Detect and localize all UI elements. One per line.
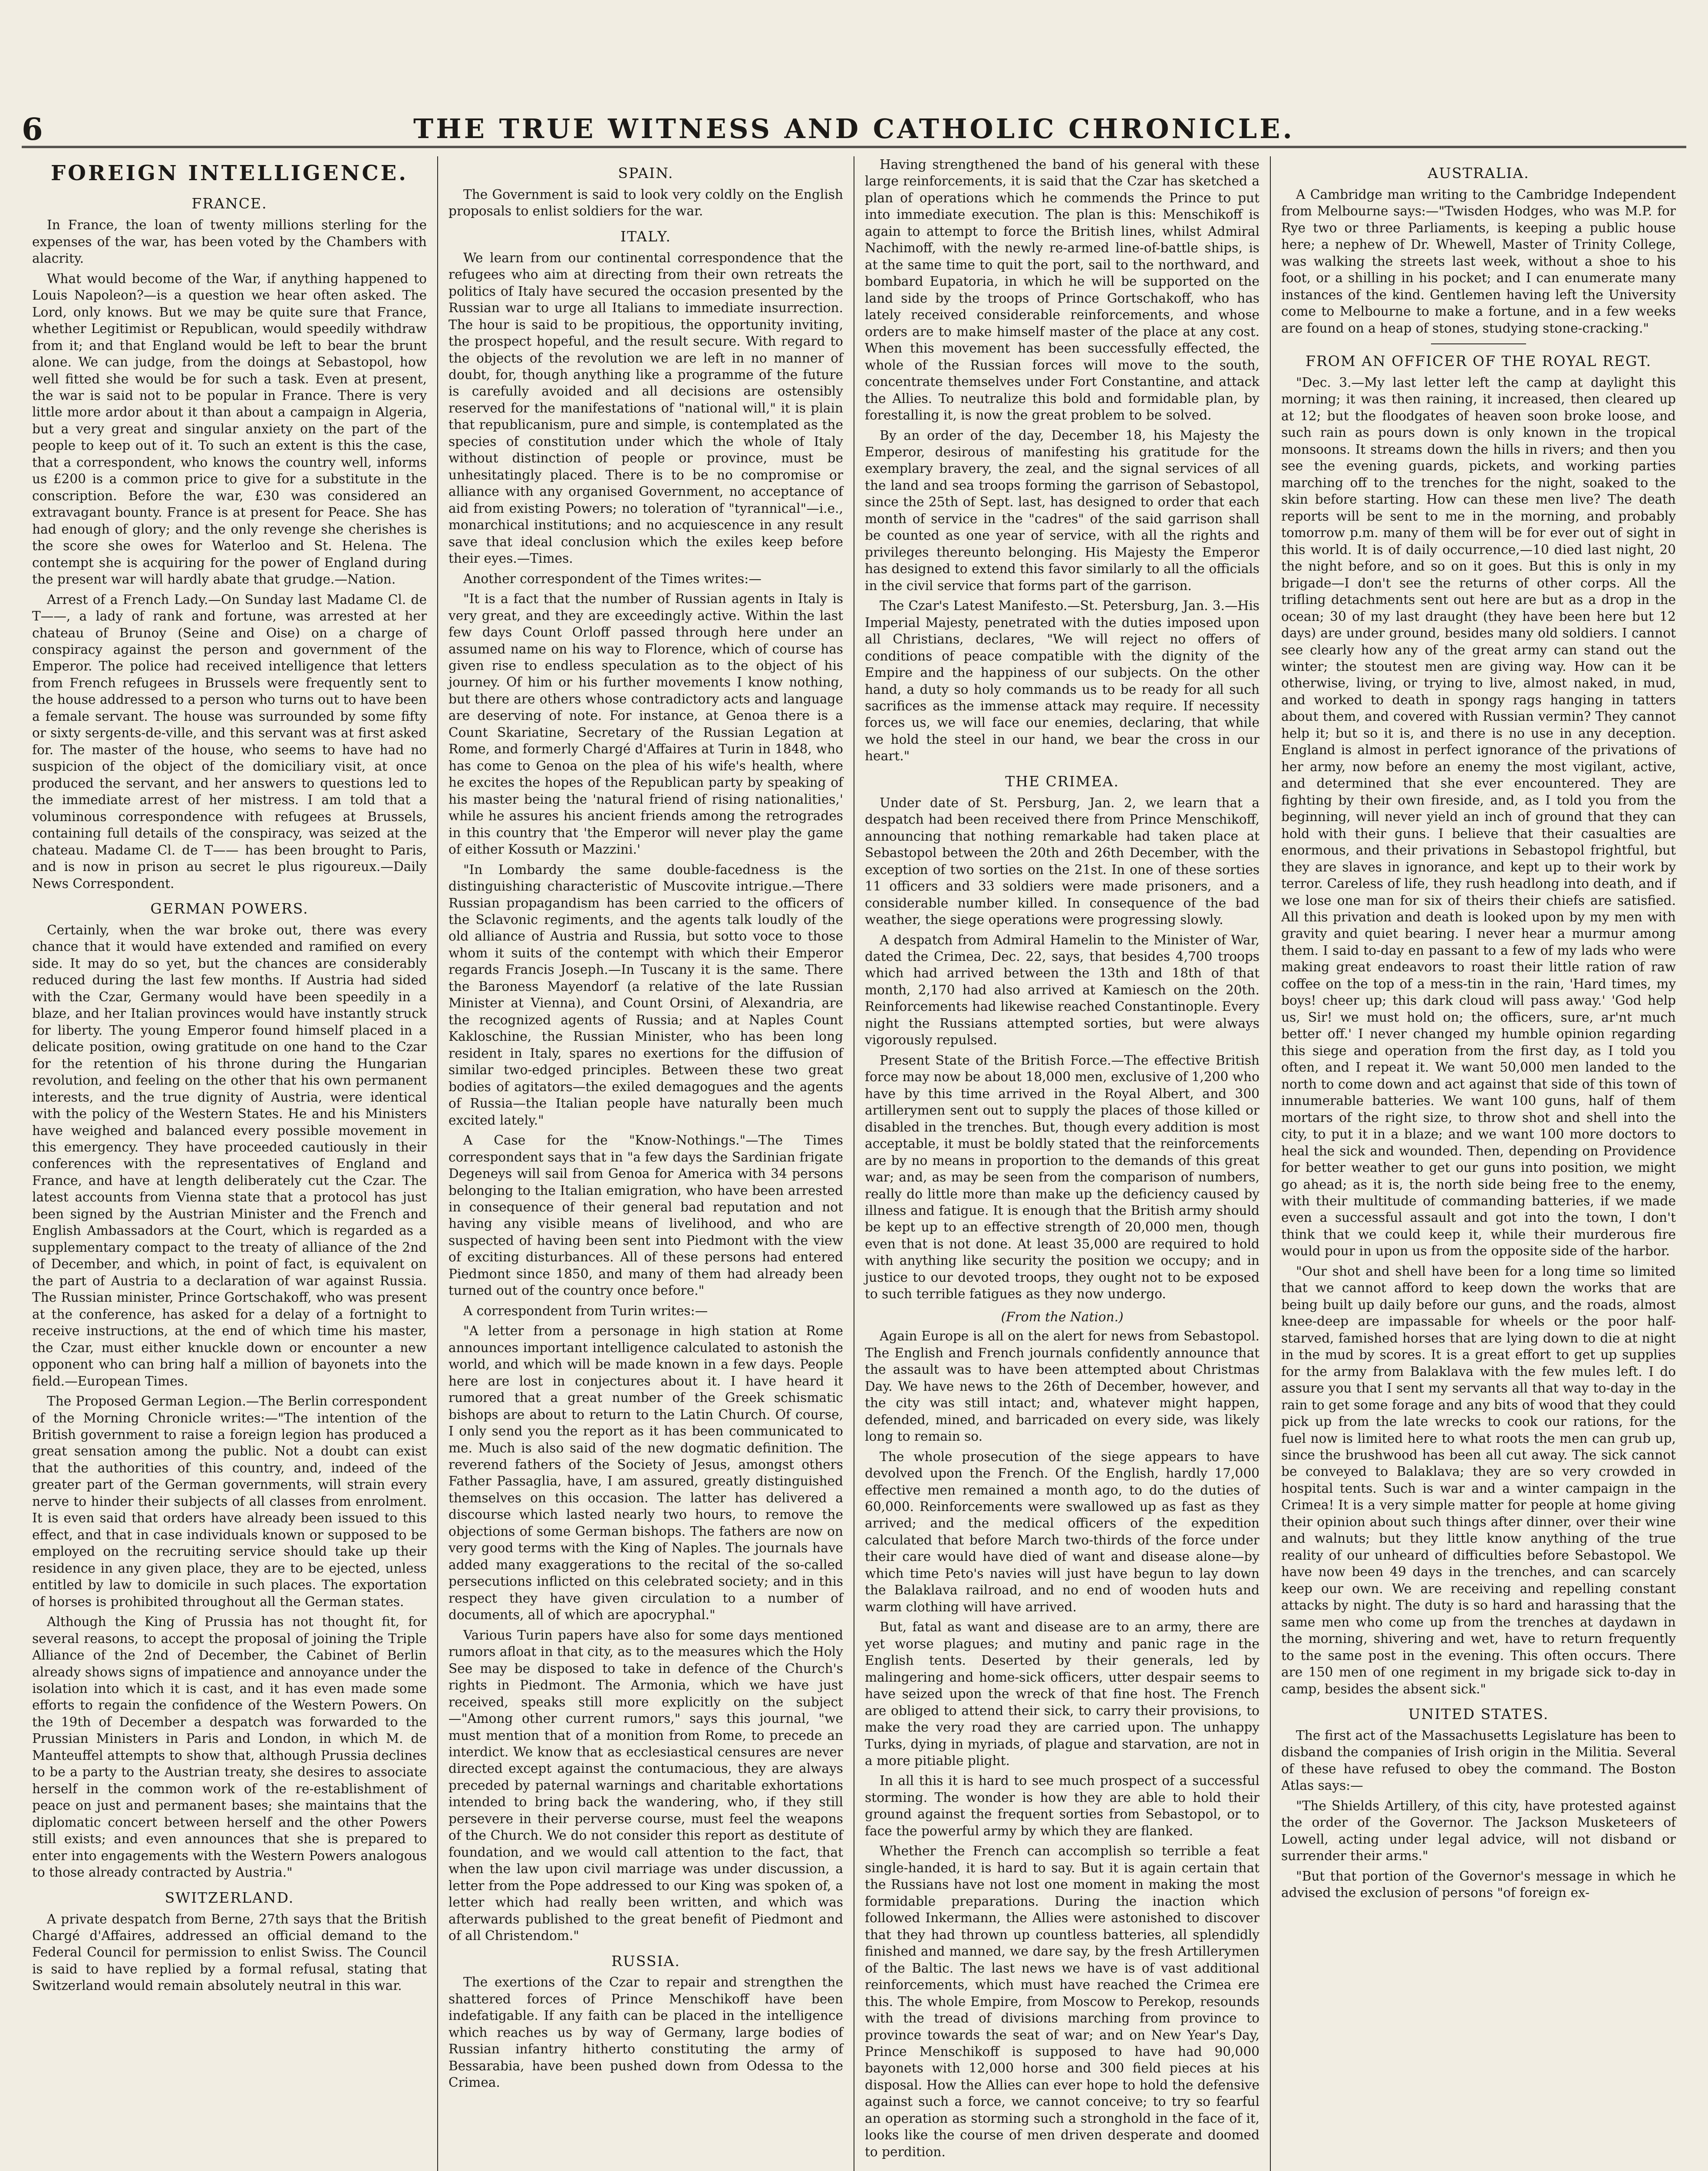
column-3	[854, 156, 1270, 2171]
united-states-paragraph: "The Shields Artillery, of this city, have protested against the order of the Governor. The Jackson Musketeers of Lowell, acting under legal advice, will not disband or surrender their arms."	[1281, 1798, 1676, 1864]
column-2	[437, 156, 854, 2171]
united-states-paragraph: "But that portion of the Governor's message in which he advised the exclusion of persons "of foreign ex-	[1281, 1868, 1676, 1900]
crimea-paragraph: Again Europe is all on the alert for news from Sebastopol. The English and French journals confidently announce that the assault was to have been attempted about Christmas Day. We have news to the 26th of December, however, and the city was still intact; and, whatever might happen, defended, mined, and barricaded on every side, was likely long to remain so.	[865, 1329, 1260, 1444]
page-number: 6	[22, 111, 43, 147]
italy-paragraph: We learn from our continental correspondence that the refugees who aim at directing from their own retreats the politics of Italy have secured the occasion presented by the Russian war to urge all Italians to immediate insurrection. The hour is said to be propitious, the opportunity inviting, the prospect hopeful, and the result secure. With regard to the objects of the revolution we are left in no manner of doubt, for, though anything like a programme of the future is carefully avoided and all decisions are ostensibly reserved for the manifestations of "national will," it is plain that republicanism, pure and simple, is contemplated as the species of constitution under which the whole of Italy without distinction of people or province, must be unhesitatingly placed. There is to be no compromise or alliance with any organised Government, no acceptance of aid from existing Powers; no toleration of "tyrannical"—i.e., monarchical institutions; and no acquiescence in any result save that ideal conclusion which the exiles keep before their eyes.—Times.	[448, 250, 843, 566]
italy-paragraph: A Case for the "Know-Nothings."—The Times correspondent says that in "a few days the Sardinian frigate Degeneys will sail from Genoa for America with 34 persons belonging to the Italian emigration, who have been arrested in consequence of their general bad reputation and not having any visible means of livelihood, and who are suspected of having been sent into Piedmont with the view of exciting disturbances. All of these persons had entered Piedmont since 1850, and many of them had already been turned out of the country once before."	[448, 1133, 843, 1298]
german-powers-paragraph: Certainly, when the war broke out, there was every chance that it would have extended and ramified on every side. It may do so yet, but the chances are considerably reduced during the last few months. If Austria had sided with the Czar, Germany would have been speedily in a blaze, and her Italian provinces would have instantly struck for liberty. The young Emperor found himself placed in a delicate position, owing gratitude on one hand to the Czar for the retention of his throne during the Hungarian revolution, and feeling on the other that his own permanent interests, and the true dignity of Austria, were identical with the policy of the Western States. He and his Ministers have weighed and balanced every possible movement in this emergency. They have proceeded cautiously in their conferences with the representatives of England and France, and have at length deliberately cut the Czar. The latest accounts from Vienna state that a protocol has just been signed by the Austrian Minister and the French and English Ambassadors at the Court, which is regarded as a supplementary compact to the treaty of alliance of the 2nd of December, and which, in point of fact, is equivalent on the part of Austria to a declaration of war against Russia. The Russian minister, Prince Gortschakoff, who was present at the conference, has asked for a delay of a fortnight to receive instructions, at the end of which time his master, the Czar, must either knuckle down or encounter a new opponent who can bring half a million of bayonets into the field.—European Times.	[32, 922, 427, 1389]
france-paragraph: In France, the loan of twenty millions sterling for the expenses of the war, has been voted by the Chambers with alacrity.	[32, 218, 427, 266]
column-4	[1270, 156, 1686, 2171]
heading-italy: ITALY.	[620, 228, 671, 245]
heading-united-states: UNITED STATES.	[1408, 1706, 1549, 1723]
italy-paragraph: "It is a fact that the number of Russian agents in Italy is very great, and they are exceedingly active. Within the last few days Count Orloff passed through here under an assumed name on his way to Florence, which of course has given rise to endless speculation as to the object of his journey. Of him or his further movements I know nothing, but there are others whose contradictory acts and language are deserving of note. For instance, at Genoa there is a Count Skariatine, Secretary of the Russian Legation at Rome, and formerly Chargé d'Affaires at Turin in 1848, who has come to Genoa on the plea of his wife's health, where he excites the hopes of the Republican party by speaking of his master being the 'natural friend of rising nationalities,' while he assures his ancient friends among the retrogrades in this country that 'the Emperor will never play the game of either Kossuth or Mazzini.'	[448, 591, 843, 857]
crimea-paragraph: Under date of St. Persburg, Jan. 2, we learn that a despatch had been received there from Prince Menschikoff, announcing that nothing remarkable had taken place at Sebastopol between the 20th and 26th December, with the exception of two sorties on the 21st. In one of these sorties 11 officers and 33 soldiers were made prisoners, and a considerable number killed. In consequence of the bad weather, the siege operations were progressing slowly.	[865, 795, 1260, 927]
heading-australia: AUSTRALIA.	[1428, 165, 1530, 181]
german-powers-paragraph: Although the King of Prussia has not thought fit, for several reasons, to accept the proposal of joining the Triple Alliance of the 2nd of December, the Cabinet of Berlin already shows signs of impatience and annoyance under the isolation into which it is cast, and it has even made some efforts to regain the confidence of the Western Powers. On the 19th of December a despatch was forwarded to the Prussian Ministers in Paris and London, in which M. de Manteuffel attempts to show that, although Prussia declines to be a party to the Austrian treaty, she desires to associate herself in the common work of the re-establishment of peace on just and permanent bases; she maintains that the diplomatic concert between herself and the other Powers still exists; and even announces that she is prepared to enter into engagements with the Western Powers analogous to those already contracted by Austria."	[32, 1614, 427, 1880]
heading-officer-letter: FROM AN OFFICER OF THE ROYAL REGT.	[1306, 353, 1652, 370]
italy-paragraph: "In Lombardy the same double-facedness is the distinguishing characteristic of Muscovite intrigue.—There Russian propagandism has been carried to the officers of the Sclavonic regiments, and the agents talk loudly of the old alliance of Austria and Russia, but sotto voce to those whom it suits of the contempt with which their Emperor regards Francis Joseph.—In Tuscany it is the same. There the Baroness Mayendorf (a relative of the late Russian Minister at Vienna), and Count Orsini, of Alexandria, are the recognized agents of Russia; and at Naples Count Kakloschine, the Russian Minister, who has been long resident in Italy, spares no exertions for the diffusion of similar two-edged principles. Between these two great bodies of agitators—the exiled demagogues and the agents of Russia—the Italian people have naturally been much excited lately."	[448, 862, 843, 1128]
italy-paragraph: Another correspondent of the Times writes:—	[463, 571, 762, 586]
switzerland-paragraph: A private despatch from Berne, 27th says that the British Chargé d'Affaires, addressed an official demand to the Federal Council for permission to enlist Swiss. The Council is said to have replied by a formal refusal, stating that Switzerland would remain absolutely neutral in this war.	[32, 1911, 427, 1993]
italy-paragraph: "A letter from a personage in high station at Rome announces important intelligence calculated to astonish the world, and which will be made known in a few days. People here are lost in conjectures about it. I have heard it rumored that a great number of the Greek schismatic bishops are about to return to the Latin Church. Of course, I only send you the report as it has been communicated to me. Much is also said of the new dogmatic definition. The reverend fathers of the Society of Jesus, amongst others Father Passaglia, have, I am assured, greatly distinguished themselves on this occasion. The latter has delivered a discourse which lasted nearly two hours, to remove the objections of some German bishops. The fathers are now on very good terms with the King of Naples. The journals have added many exaggerations to the recital of the so-called persecutions inflicted on this celebrated society; and in this respect they have given circulation to a number of documents, all of which are apocryphal."	[448, 1323, 843, 1623]
united-states-paragraph: The first act of the Massachusetts Legislature has been to disband the companies of Irish origin in the Militia. Several of these have refused to obey the command. The Boston Atlas says:—	[1281, 1728, 1676, 1793]
heading-france: FRANCE.	[191, 195, 267, 212]
column-1	[22, 156, 437, 2171]
spain-paragraph: The Government is said to look very coldly on the English proposals to enlist soldiers for the war.	[448, 187, 843, 219]
german-powers-paragraph: The Proposed German Legion.—The Berlin correspondent of the Morning Chronicle writes:—"The intention of the British government to raise a foreign legion has produced a great sensation among the public. Not a doubt can exist that the authorities of this country, and, indeed of the greater part of the German governments, will strain every nerve to hinder their subjects of all classes from enrolment. It is even said that orders have already been issued to this effect, and that in case individuals known or supposed to be employed on the recruiting service should take up their residence in any given place, they are to be ejected, unless entitled by law to domicile in such places. The exportation of horses is prohibited throughout all the German states.	[32, 1394, 427, 1609]
heading-crimea: THE CRIMEA.	[1005, 772, 1119, 790]
russia-paragraph: The exertions of the Czar to repair and strengthen the shattered forces of Prince Menschikoff have been indefatigable. If any faith can be placed in the intelligence which reaches us by way of Germany, large bodies of Russian infantry hitherto constituting the army of Bessarabia, have been pushed down from Odessa to the Crimea.	[448, 1975, 843, 2090]
officer-letter-paragraph: "Dec. 3.—My last letter left the camp at daylight this morning; it was then raining, it increased, then cleared up at 12; but the floodgates of heaven soon broke loose, and such rain as pours down is only known in the tropical monsoons. It streams down the hills in rivers; and then you see the evening guards, pickets, and working parties marching off to the trenches for the night, soaked to the skin before starting. How can these men live? The death reports will be sent to me in the morning, and probably tomorrow p.m. many of them will be for ever out of sight in this world. It is of daily occurrence,—10 died last night, 20 the night before, and so on it goes. But this is only in my brigade—I don't see the returns of other corps. All the trifling detachments sent out here are but as a drop in the ocean; 30 of my last draught (they have been here but 12 days) are under ground, besides many old soldiers. I cannot see clearly how any of the great army can stand out the winter; the stoutest men are giving way. How can it be otherwise, living, or trying to live, almost naked, in mud, and worked to death in spongy rags hanging in tatters about them, and covered with Russian vermin? They cannot help it; but so it is, and there is no use in any deception. England is almost in perfect ignorance of the privations of her army, now before an enemy the most vigilant, active, and determined that she ever encountered. They are fighting by their own fireside, and, as I told you from the beginning, will never yield an inch of ground that they can hold with their guns. I believe that their casualties are enormous, and their privations in Sebastopol frightful, but they are slaves in ignorance, and kept up to their work by terror. Careless of life, they rush headlong into death, and if we lose one man for six of theirs their chiefs are satisfied. All this privation and death is looked upon by my men with gravity and quiet bearing. I never hear a murmur among them. I said to-day en passant to a few of my lads who were making great endeavors to roast their little ration of raw coffee on the top of a mess-tin in the rain, 'Hard times, my boys! cheer up; this dark cloud will pass away.' 'God help us, Sir! we must hold on; the officers, sure, ar'nt much better off.' I never changed my humble opinion regarding this siege and operation from the first day, as I told you often, and I repeat it. We want 50,000 men landed to the north to come down and act against that side of this town of innumerable batteries. We want 100 guns, half of them mortars of the right size, to throw shot and shell into the city, to put it in a blaze; and we want 100 more doctors to heal the sick and wounded. Then, depending on Providence for better weather to get our guns into position, we might go ahead; as it is, the north side being free to the enemy, with their multitude of commanding batteries, if we made even a successful assault and got into the town, I don't think that we could keep it, while their murderous fire would pour in upon us from the opposite side of the harbor.	[1281, 375, 1676, 1259]
heading-spain: SPAIN.	[618, 165, 674, 181]
italy-paragraph: A correspondent from Turin writes:—	[463, 1303, 708, 1318]
section-heading-foreign-intelligence: FOREIGN INTELLIGENCE.	[51, 161, 408, 185]
australia-paragraph: A Cambridge man writing to the Cambridge Independent from Melbourne says:—"Twisden Hodges, who was M.P. for Rye two or three Parliaments, is keeping a public house here; a nephew of Dr. Whewell, Master of Trinity College, was walking the streets last week, without a shoe to his foot, or a shilling in his pocket; and I can enumerate many instances of the kind. Gentlemen having left the University come to Melbourne to make a fortune, and in a few weeks are found on a heap of stones, studying stone-cracking."	[1281, 187, 1676, 336]
crimea-paragraph: Whether the French can accomplish so terrible a feat single-handed, it is hard to say. But it is again certain that the Russians have not lost one moment in making the most formidable preparations. During the inaction which followed Inkermann, the Allies were astonished to discover that they had thrown up countless batteries, all splendidly finished and manned, we dare say, by the fresh Artillerymen of the Baltic. The last news we have is of vast additional reinforcements, which must have reached the Crimea ere this. The whole Empire, from Moscow to Perekop, resounds with the tread of divisions marching from province to province towards the seat of war; and on New Year's Day, Prince Menschikoff is supposed to have had 90,000 bayonets with 12,000 horse and 300 field pieces at his disposal. How the Allies can ever hope to hold the defensive against such a force, we cannot conceive; to try so fearful an operation as storming such a stronghold in the face of it, looks like the course of men driven desperate and doomed to perdition.	[865, 1844, 1260, 2159]
officer-letter-paragraph: "Our shot and shell have been for a long time so limited that we cannot afford to keep down the works that are being built up daily before our guns, and the roads, almost knee-deep are impassable for wheels or the poor half-starved, famished horses that are lying down to die at night in the mud by scores. It is a great effort to get up supplies for the army from Balaklava with the few mules left. I do assure you that I sent my servants all that way to-day in the rain to get some forage and any bits of wood that they could pick up from the late wrecks to cook our rations, for the fuel now is limited here to what roots the men can grub up, since the brushwood has been all cut away. The sick cannot be conveyed to Balaklava; they are so very crowded in hospital tents. Such is war and a winter campaign in the Crimea! It is a very simple matter for people at home giving their opinion about such things after dinner, over their wine and walnuts; but they little know anything of the true reality of our unheard of difficulties before Sebastopol. We have now been 49 days in the trenches, and can scarcely keep our own. We are receiving and repelling constant attacks by night. The duty is so hard and harassing that the same men who come up from the trenches at daydawn in the morning, shivering and wet, have to return frequently to the same post in the evening. This often occurs. There are 150 men of one regiment in my brigade sick to-day in camp, besides the absent sick."	[1281, 1264, 1676, 1696]
crimea-paragraph: But, fatal as want and disease are to an army, there are yet worse plagues; and mutiny and panic rage in the English tents. Deserted by their generals, led by malingering and home-sick officers, utter despair seems to have seized upon the wreck of that fine host. The French are obliged to attend their sick, to carry their provisions, to make the very road they are carried upon. The unhappy Turks, dying in myriads, of plague and starvation, are not in a more pitiable plight.	[865, 1620, 1260, 1768]
newspaper-title: THE TRUE WITNESS AND CATHOLIC CHRONICLE.	[413, 113, 1295, 145]
russia-paragraph: Having strengthened the band of his general with these large reinforcements, it is said that the Czar has sketched a plan of operations which he commends the Prince to put into immediate execution. The plan is this: Menschikoff is again to attempt to force the British lines, whilst Admiral Nachimoff, with the newly re-armed line-of-battle ships, is at the same time to quit the port, sail to the northward, and bombard Eupatoria, in which he will be supported on the land side by the troops of Prince Gortschakoff, who has lately received considerable reinforcements, and whose orders are to make himself master of the place at any cost. When this movement has been successfully effected, the whole of the Russian forces will move to the south, concentrate themselves under Fort Constantine, and attack the Allies. To neutralize this bold and formidable plan, by forestalling it, is now the great problem to be solved.	[865, 157, 1260, 423]
russia-paragraph: The Czar's Latest Manifesto.—St. Petersburg, Jan. 3.—His Imperial Majesty, penetrated with the duties imposed upon all Christians, declares, "We will reject no offers of conditions of peace compatible with the dignity of the Empire and the happiness of our subjects. On the other hand, a duty so holy commands us to be ready for all such sacrifices as the immense attack may require. If necessity forces us, we will face our enemies, declaring, that while we hold the steel in our hand, we bear the cross in our heart."	[865, 598, 1260, 764]
column-rule	[1431, 343, 1526, 344]
masthead-rule	[22, 146, 1686, 148]
crimea-paragraph: A despatch from Admiral Hamelin to the Minister of War, dated the Crimea, Dec. 22, says, that besides 4,700 troops which had arrived between the 13th and 18th of that month, 2,170 had also arrived at Kamiesch on the 20th. Reinforcements had likewise reached Constantinople. Every night the Russians attempted sorties, but were always vigorously repulsed.	[865, 932, 1260, 1048]
crimea-paragraph: In all this it is hard to see much prospect of a successful storming. The wonder is how they are able to hold their ground against the frequent sorties from Sebastopol, or to face the powerful army by which they are flanked.	[865, 1773, 1260, 1838]
heading-german-powers: GERMAN POWERS.	[150, 900, 309, 917]
france-paragraph: Arrest of a French Lady.—On Sunday last Madame Cl. de T——, a lady of rank and fortune, was arrested at her chateau of Brunoy (Seine and Oise) on a charge of conspiracy against the person and government of the Emperor. The police had received intelligence that letters from French refugees in Brussels were frequently sent to the house addressed to a person who turns out to have been a female servant. The house was surrounded by some fifty or sixty sergents-de-ville, and this servant was at first asked for. The master of the house, who seems to have had no suspicion of the object of the domiciliary visit, at once produced the servant, and her answers to questions led to the immediate arrest of her mistress. I am told that a voluminous correspondence with refugees at Brussels, containing full details of the conspiracy, was seized at the chateau. Madame Cl. de T—— has been brought to Paris, and is now in prison au secret le plus rigoureux.—Daily News Correspondent.	[32, 592, 427, 891]
masthead	[22, 109, 1686, 148]
article-columns	[22, 156, 1686, 2171]
crimea-paragraph: The whole prosecution of the siege appears to have devolved upon the French. Of the English, hardly 17,000 effective men remained a month ago, to do the duties of 60,000. Reinforcements were swallowed up as fast as they arrived; and the medical officers of the expedition calculated that before March two-thirds of the force under their care would have died of want and disease alone—by which time Peto's navies will just have begun to lay down the Balaklava railroad, and no end of wooden huts and warm clothing will have arrived.	[865, 1449, 1260, 1614]
heading-switzerland: SWITZERLAND.	[165, 1889, 294, 1906]
italy-paragraph: Various Turin papers have also for some days mentioned rumors afloat in that city, as to the measures which the Holy See may be disposed to take in defence of the Church's rights in Piedmont. The Armonia, which we have just received, speaks still more explicitly on the subject—"Among other current rumors," says this journal, "we must mention that of a monition from Rome, to precede an interdict. We know that as ecclesiastical censures are never directed except against the contumacious, they are always preceded by paternal warnings and charitable exhortations intended to bring back the wandering, who, if they still persevere in their perverse course, must feel the weapons of the Church. We do not consider this report as destitute of foundation, and we would call attention to the fact, that when the law upon civil marriage was under discussion, a letter from the Pope addressed to our King was spoken of, a letter which had really been written, and which was afterwards published to the great benefit of Piedmont and of all Christendom."	[448, 1627, 843, 1943]
source-credit: (From the Nation.)	[1001, 1309, 1124, 1324]
heading-russia: RUSSIA.	[611, 1952, 680, 1970]
france-paragraph: What would become of the War, if anything happened to Louis Napoleon?—is a question we hear often asked. The Lord, only knows. But we may be quite sure that France, whether Legitimist or Republican, would speedily withdraw from it; and that England would be left to bear the brunt alone. We can judge, from the doings at Sebastopol, how well fitted she would be for such a task. Even at present, the war is said not to be popular in France. There is very little more ardor about it than about a campaign in Algeria, but a very great and singular anxiety on the part of the people to keep out of it. To such an extent is this the case, that a correspondent, who knows the country well, informs us £200 is a common price to give for a substitute in the conscription. Before the war, £30 was considered an extravagant bounty. France is at present for Peace. She has had enough of glory; and the only revenge she cherishes is the score she owes for Waterloo and St. Helena. The contempt she is acquiring for the power of England during the present war will hardly abate that grudge.—Nation.	[32, 271, 427, 587]
crimea-paragraph: Present State of the British Force.—The effective British force may now be about 18,000 men, exclusive of 1,200 who have by this time arrived in the Royal Albert, and 300 artillerymen sent out to supply the places of those killed or disabled in the trenches. But, though every addition is most acceptable, it must be boldly stated that the reinforcements are by no means in proportion to the demands of this great war; and, as may be seen from the comparison of numbers, really do little more than make up the deficiency caused by illness and fatigue. It is enough that the British army should be kept up to an effective strength of 20,000 men, though even that is not done. At least 35,000 are required to hold with anything like security the position we occupy; and in justice to our devoted troops, they ought not to be exposed to such terrible fatigues as they now undergo.	[865, 1053, 1260, 1302]
russia-paragraph: By an order of the day, December 18, his Majesty the Emperor, desirous of manifesting his gratitude for the exemplary bravery, the zeal, and the signal services of all the land and sea troops forming the garrison of Sebastopol, since the 25th of Sept. last, has designed to order that each month of service in the "cadres" of the said garrison shall be counted as one year of service, with all the rights and privileges thereunto belonging. His Majesty the Emperor has designed to extend this favor similarly to all the officials in the civil service that forms part of the garrison.	[865, 428, 1260, 593]
